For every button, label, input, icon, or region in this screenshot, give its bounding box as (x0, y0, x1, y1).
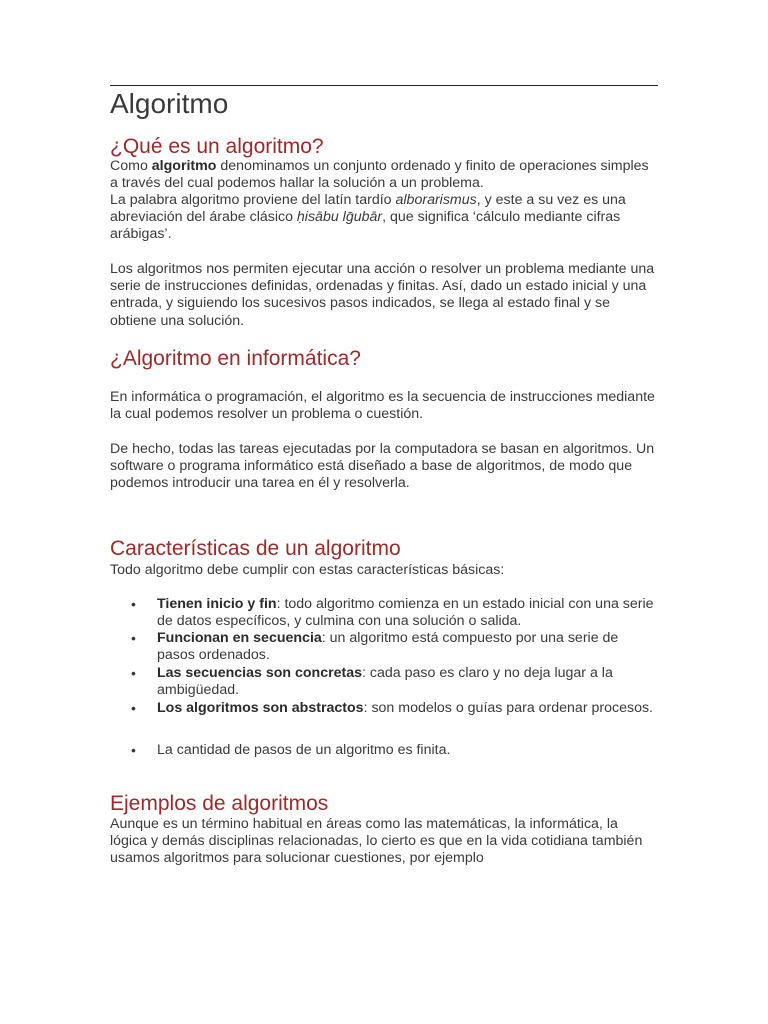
bold-algoritmo: algoritmo (151, 158, 217, 174)
paragraph-caracteristicas-intro: Todo algoritmo debe cumplir con estas características básicas: (110, 562, 505, 578)
paragraph-informatica-2: De hecho, todas las tareas ejecutadas por la computadora se basan en algoritmos. Un software o programa informático está diseñado a base de algoritmos, de modo que podemos introducir una tarea en él y resolverla. (110, 441, 655, 492)
bullet-icon: • (131, 630, 136, 646)
paragraph-definicion: Como algoritmo denominamos un conjunto ordenado y finito de operaciones simples a través del cual podemos hallar la solución a un problema. (110, 158, 649, 192)
heading-informatica: ¿Algoritmo en informática? (110, 347, 361, 370)
italic-alborarismus: alborarismus (395, 192, 477, 208)
list-item: • Tienen inicio y fin: todo algoritmo comienza en un estado inicial con una serie de datos específicos, y culmina con una solución o salida. (131, 596, 654, 630)
list-item: • Funcionan en secuencia: un algoritmo está compuesto por una serie de pasos ordenados. (131, 630, 619, 664)
bullet-icon: • (131, 700, 136, 716)
heading-caracteristicas: Características de un algoritmo (110, 537, 401, 560)
paragraph-ejemplos: Aunque es un término habitual en áreas como las matemáticas, la informática, la lógica y demás disciplinas relacionadas, lo cierto es que en la vida cotidiana también usamos algoritmos para solucionar cuestiones, por ejemplo (110, 816, 643, 867)
list-item: • Los algoritmos son abstractos: son modelos o guías para ordenar procesos. (131, 700, 653, 716)
list-item: • La cantidad de pasos de un algoritmo es finita. (131, 742, 451, 758)
bullet-icon: • (131, 742, 136, 758)
list-item: • Las secuencias son concretas: cada paso es claro y no deja lugar a la ambigüedad. (131, 665, 613, 699)
italic-hisabu: ḥisābu lḡubār (296, 209, 383, 226)
page-title: Algoritmo (110, 88, 229, 119)
bullet-icon: • (131, 665, 136, 681)
bullet-icon: • (131, 596, 136, 612)
heading-que-es: ¿Qué es un algoritmo? (110, 135, 324, 158)
paragraph-informatica-1: En informática o programación, el algoritmo es la secuencia de instrucciones mediante la cual podemos resolver un problema o cuestión. (110, 389, 655, 423)
paragraph-etimologia: La palabra algoritmo proviene del latín tardío alborarismus, y este a su vez es una abreviación del árabe clásico ḥisābu lḡubār, que significa ‘cálculo mediante cifras arábigas’. (110, 192, 626, 243)
heading-ejemplos: Ejemplos de algoritmos (110, 792, 329, 815)
paragraph-funcion: Los algoritmos nos permiten ejecutar una acción o resolver un problema mediante una serie de instrucciones definidas, ordenadas y finitas. Así, dado un estado inicial y una entrada, y siguiendo los sucesivos pasos indicados, se llega al estado final y se obtiene una solución. (110, 261, 655, 329)
